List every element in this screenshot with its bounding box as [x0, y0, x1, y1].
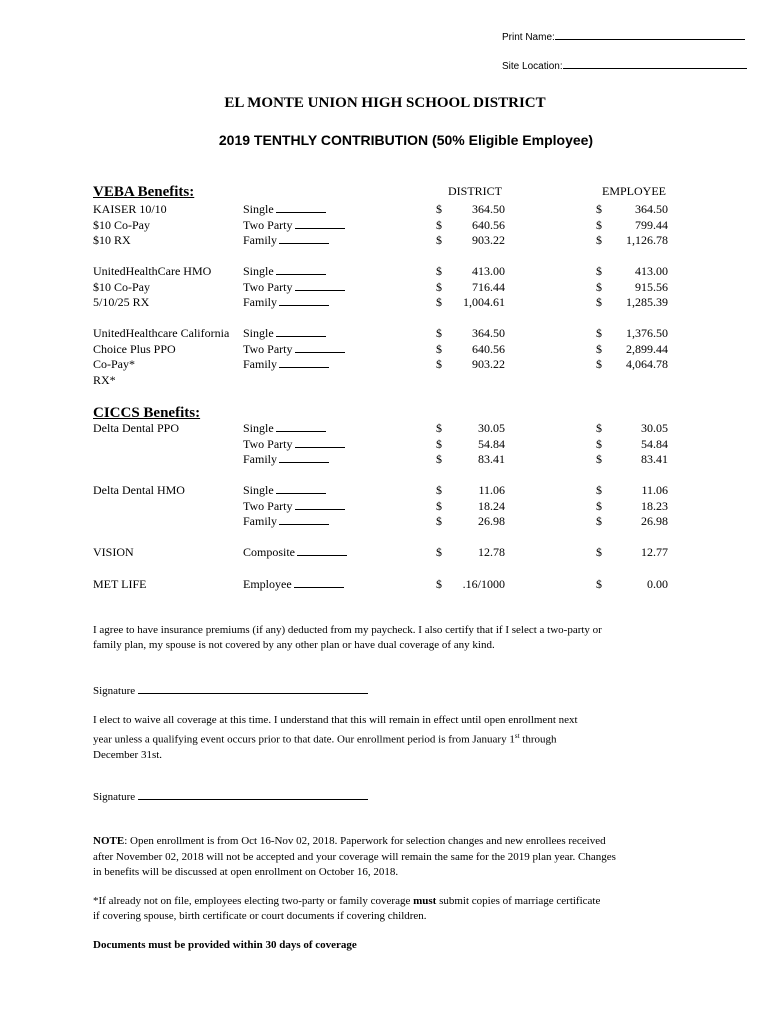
- district-amount: 83.41: [478, 452, 505, 467]
- employee-amount: 11.06: [641, 483, 668, 497]
- district-dollar-sign: $: [436, 577, 442, 591]
- footnote-bold: must: [413, 895, 437, 907]
- coverage-tier-row[interactable]: [243, 499, 345, 514]
- employee-amount: 26.98: [641, 514, 668, 529]
- plan-name-line: Co-Pay*: [93, 357, 135, 372]
- signature-line[interactable]: [138, 684, 368, 694]
- district-amount: 12.78: [478, 545, 505, 559]
- coverage-tier-row[interactable]: [243, 452, 329, 467]
- selection-blank[interactable]: [294, 577, 344, 588]
- plan-name-line: 5/10/25 RX: [93, 295, 150, 310]
- plan-name-line: UnitedHealthcare California: [93, 326, 230, 340]
- employee-dollar-sign: $: [596, 233, 602, 248]
- tier-label: Two Party: [243, 217, 293, 232]
- district-dollar-sign: $: [436, 514, 442, 529]
- tier-label: Single: [243, 483, 274, 497]
- employee-dollar-sign: $: [596, 295, 602, 310]
- employee-dollar-sign: $: [596, 279, 602, 294]
- plan-name-line: MET LIFE: [93, 577, 147, 591]
- coverage-tier-row[interactable]: [243, 357, 329, 372]
- ciccs-heading: CICCS Benefits:: [93, 405, 201, 421]
- coverage-tier-row[interactable]: [243, 342, 345, 357]
- selection-blank[interactable]: [297, 545, 347, 556]
- note-label: NOTE: [93, 835, 125, 847]
- note-text: [93, 834, 623, 881]
- district-amount: .16/1000: [462, 577, 505, 591]
- district-amount: 54.84: [478, 436, 505, 451]
- employee-amount: 1,285.39: [626, 295, 668, 310]
- selection-blank[interactable]: [279, 514, 329, 525]
- district-amount: 18.24: [478, 498, 505, 513]
- coverage-tier-row[interactable]: [243, 218, 345, 233]
- signature-label: Signature: [93, 791, 136, 803]
- district-dollar-sign: $: [436, 436, 442, 451]
- page-title: EL MONTE UNION HIGH SCHOOL DISTRICT: [224, 95, 546, 111]
- selection-blank[interactable]: [295, 218, 345, 229]
- waive-text-part-1: I elect to waive all coverage at this time. I understand that this will remain in effect until open enrollment next year unless a qualifying event occurs prior to that date. Our enrollment period is from January 1: [93, 714, 578, 746]
- footnote-text: [93, 894, 603, 924]
- plan-name-line: $10 Co-Pay: [93, 217, 150, 232]
- district-amount: 11.06: [478, 483, 505, 497]
- employee-dollar-sign: $: [596, 577, 602, 591]
- selection-blank[interactable]: [295, 437, 345, 448]
- tier-label: Two Party: [243, 341, 293, 356]
- selection-blank[interactable]: [279, 233, 329, 244]
- signature-line[interactable]: [138, 790, 368, 800]
- employee-dollar-sign: $: [596, 217, 602, 232]
- coverage-tier-row[interactable]: [243, 295, 329, 310]
- district-dollar-sign: $: [436, 483, 442, 497]
- coverage-tier-row[interactable]: [243, 483, 326, 498]
- employee-dollar-sign: $: [596, 202, 602, 216]
- veba-heading: VEBA Benefits:: [93, 184, 195, 200]
- plan-name-line: $10 Co-Pay: [93, 279, 150, 294]
- signature-2[interactable]: [93, 790, 368, 803]
- coverage-tier-row[interactable]: [243, 577, 344, 592]
- district-dollar-sign: $: [436, 341, 442, 356]
- district-amount: 364.50: [472, 326, 505, 340]
- selection-blank[interactable]: [295, 342, 345, 353]
- selection-blank[interactable]: [276, 326, 326, 337]
- employee-dollar-sign: $: [596, 421, 602, 435]
- selection-blank[interactable]: [276, 421, 326, 432]
- page-subtitle: 2019 TENTHLY CONTRIBUTION (50% Eligible Employee): [218, 132, 594, 148]
- district-amount: 903.22: [472, 357, 505, 372]
- employee-amount: 1,126.78: [626, 233, 668, 248]
- print-name-blank[interactable]: [555, 30, 745, 40]
- district-dollar-sign: $: [436, 498, 442, 513]
- employee-dollar-sign: $: [596, 264, 602, 278]
- district-dollar-sign: $: [436, 545, 442, 559]
- selection-blank[interactable]: [279, 295, 329, 306]
- employee-dollar-sign: $: [596, 483, 602, 497]
- coverage-tier-row[interactable]: [243, 514, 329, 529]
- district-dollar-sign: $: [436, 217, 442, 232]
- employee-dollar-sign: $: [596, 436, 602, 451]
- plan-name-line: VISION: [93, 545, 134, 559]
- documents-notice: Documents must be provided within 30 days of coverage: [93, 939, 357, 951]
- waive-sup: st: [514, 731, 520, 740]
- coverage-tier-row[interactable]: [243, 545, 347, 560]
- employee-amount: 915.56: [635, 279, 668, 294]
- employee-amount: 1,376.50: [626, 326, 668, 340]
- tier-label: Family: [243, 452, 278, 467]
- coverage-tier-row[interactable]: [243, 421, 326, 436]
- note-body: : Open enrollment is from Oct 16-Nov 02, 2018. Paperwork for selection changes and new enrollees received after November 02, 2018 will not be accepted and your coverage will remain the same for the 2019 plan year. Changes in benefits will be discussed at open enrollment on October 16, 2018.: [93, 835, 616, 878]
- tier-label: Family: [243, 357, 278, 372]
- district-amount: 413.00: [472, 264, 505, 278]
- tier-label: Single: [243, 326, 274, 340]
- footnote-pre: *If already not on file, employees electing two-party or family coverage: [93, 895, 414, 907]
- district-dollar-sign: $: [436, 202, 442, 216]
- district-amount: 26.98: [478, 514, 505, 529]
- district-amount: 640.56: [472, 217, 505, 232]
- agreement-text: I agree to have insurance premiums (if any) deducted from my paycheck. I also certify that if I select a two-party or family plan, my spouse is not covered by any other plan or have dual coverage of any kind.: [93, 624, 602, 651]
- employee-amount: 30.05: [641, 421, 668, 435]
- tier-label: Single: [243, 202, 274, 216]
- employee-amount: 18.23: [641, 498, 668, 513]
- district-amount: 640.56: [472, 341, 505, 356]
- print-name-label: Print Name:: [502, 32, 555, 43]
- employee-amount: 83.41: [641, 452, 668, 467]
- plan-name-line: Delta Dental HMO: [93, 483, 185, 497]
- selection-blank[interactable]: [276, 483, 326, 494]
- employee-amount: 54.84: [641, 436, 668, 451]
- coverage-tier-row[interactable]: [243, 233, 329, 248]
- tier-label: Single: [243, 264, 274, 278]
- district-amount: 364.50: [472, 202, 505, 216]
- employee-amount: 12.77: [641, 545, 668, 559]
- district-dollar-sign: $: [436, 295, 442, 310]
- coverage-tier-row[interactable]: [243, 202, 326, 217]
- tier-label: Composite: [243, 545, 296, 559]
- tier-label: Family: [243, 514, 278, 529]
- district-dollar-sign: $: [436, 421, 442, 435]
- selection-blank[interactable]: [276, 202, 326, 213]
- coverage-tier-row[interactable]: [243, 326, 326, 341]
- selection-blank[interactable]: [295, 499, 345, 510]
- tier-label: Two Party: [243, 279, 293, 294]
- district-dollar-sign: $: [436, 326, 442, 340]
- coverage-tier-row[interactable]: [243, 437, 345, 452]
- selection-blank[interactable]: [295, 280, 345, 291]
- employee-dollar-sign: $: [596, 545, 602, 559]
- plan-name-line: KAISER 10/10: [93, 202, 167, 216]
- coverage-tier-row[interactable]: [243, 280, 345, 295]
- plan-name-line: Delta Dental PPO: [93, 421, 179, 435]
- signature-label: Signature: [93, 685, 136, 697]
- employee-amount: 4,064.78: [626, 357, 668, 372]
- district-dollar-sign: $: [436, 233, 442, 248]
- district-amount: 716.44: [472, 279, 505, 294]
- district-dollar-sign: $: [436, 357, 442, 372]
- employee-dollar-sign: $: [596, 514, 602, 529]
- employee-amount: 364.50: [635, 202, 668, 216]
- plan-name-line: $10 RX: [93, 233, 131, 248]
- tier-label: Family: [243, 233, 278, 248]
- employee-dollar-sign: $: [596, 326, 602, 340]
- waive-text: [93, 713, 593, 763]
- employee-dollar-sign: $: [596, 357, 602, 372]
- tier-label: Single: [243, 421, 274, 435]
- employee-amount: 413.00: [635, 264, 668, 278]
- district-dollar-sign: $: [436, 452, 442, 467]
- district-amount: 903.22: [472, 233, 505, 248]
- site-location-label: Site Location:: [502, 61, 563, 72]
- employee-column-header: EMPLOYEE: [602, 184, 666, 198]
- tier-label: Two Party: [243, 498, 293, 513]
- tier-label: Two Party: [243, 436, 293, 451]
- waive-text-part-2: through December 31st.: [93, 733, 557, 761]
- district-dollar-sign: $: [436, 279, 442, 294]
- employee-dollar-sign: $: [596, 341, 602, 356]
- employee-dollar-sign: $: [596, 498, 602, 513]
- district-dollar-sign: $: [436, 264, 442, 278]
- district-amount: 1,004.61: [463, 295, 505, 310]
- tier-label: Family: [243, 295, 278, 310]
- print-name-field[interactable]: [502, 30, 745, 43]
- district-column-header: DISTRICT: [448, 184, 502, 198]
- district-amount: 30.05: [478, 421, 505, 435]
- selection-blank[interactable]: [279, 452, 329, 463]
- footnote-post: submit copies of marriage certificate if covering spouse, birth certificate or court documents if covering children.: [93, 895, 601, 922]
- site-location-blank[interactable]: [563, 59, 747, 69]
- site-location-field[interactable]: [502, 59, 747, 72]
- signature-1[interactable]: [93, 684, 368, 697]
- selection-blank[interactable]: [279, 357, 329, 368]
- selection-blank[interactable]: [276, 264, 326, 275]
- employee-amount: 799.44: [635, 217, 668, 232]
- plan-name-line: Choice Plus PPO: [93, 341, 176, 356]
- employee-dollar-sign: $: [596, 452, 602, 467]
- coverage-tier-row[interactable]: [243, 264, 326, 279]
- tier-label: Employee: [243, 577, 292, 591]
- employee-amount: 0.00: [647, 577, 668, 591]
- employee-amount: 2,899.44: [626, 341, 668, 356]
- plan-name-line: UnitedHealthCare HMO: [93, 264, 212, 278]
- plan-name-line: RX*: [93, 372, 116, 387]
